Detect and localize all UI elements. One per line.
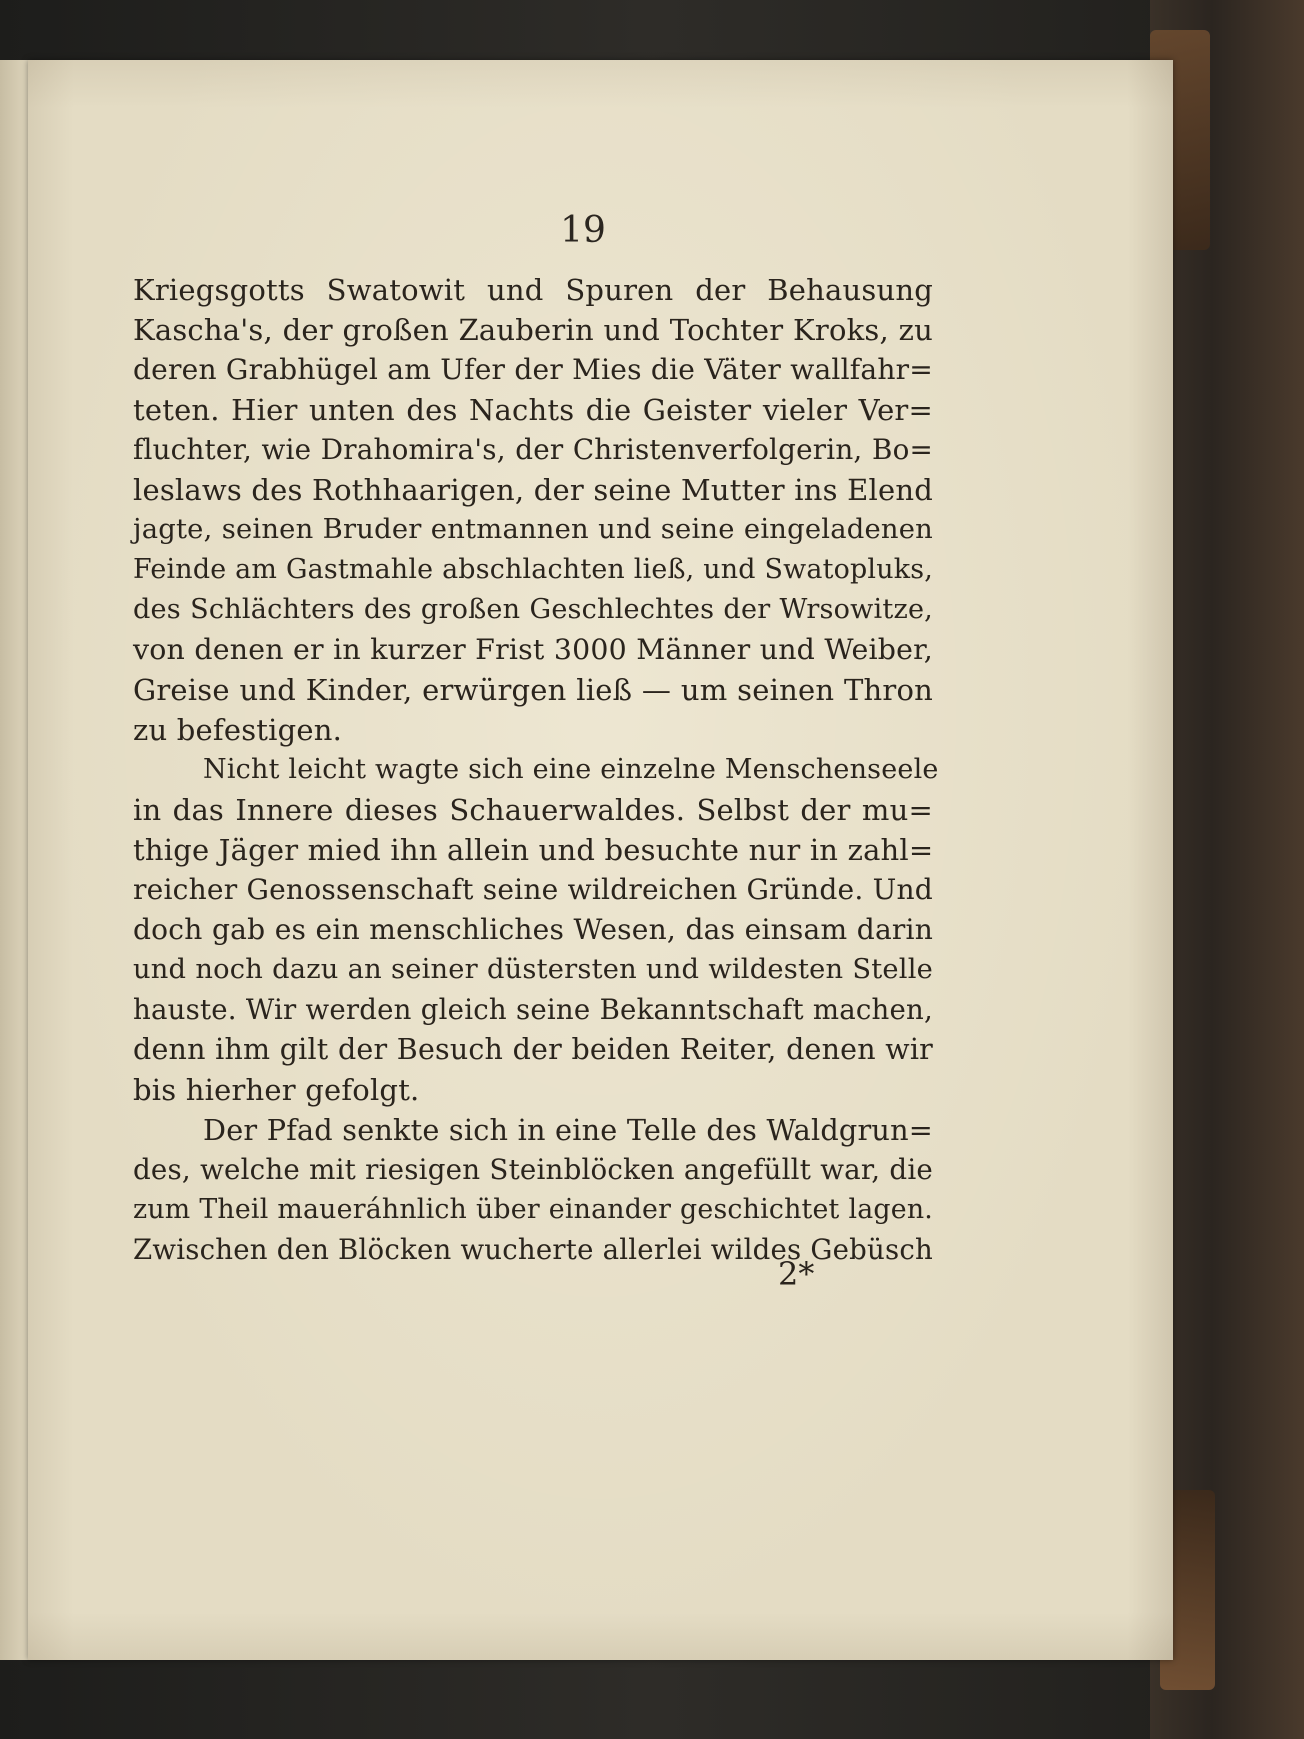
left-page-edge — [0, 60, 28, 1660]
text-line: fluchter, wie Drahomira's, der Christenverfolgerin, Bo= — [133, 433, 933, 466]
text-line: leslaws des Rothhaarigen, der seine Mutter ins Elend — [133, 473, 933, 507]
text-line: Zwischen den Blöcken wucherte allerlei wildes Gebüsch — [133, 1233, 933, 1266]
text-line: bis hierher gefolgt. — [133, 1073, 420, 1107]
text-line: deren Grabhügel am Ufer der Mies die Väter wallfahr= — [133, 353, 933, 386]
signature-mark: 2* — [778, 1255, 815, 1293]
text-line: des Schlächters des großen Geschlechtes der Wrsowitze, — [133, 594, 933, 625]
text-line: hauste. Wir werden gleich seine Bekanntschaft machen, — [133, 993, 933, 1026]
body-text — [133, 270, 939, 1270]
text-line: teten. Hier unten des Nachts die Geister vieler Ver= — [133, 393, 933, 427]
text-line: Kriegsgotts Swatowit und Spuren der Behausung — [133, 273, 933, 307]
text-line: Kascha's, der großen Zauberin und Tochter Kroks, zu — [133, 313, 933, 347]
book-page — [28, 60, 1173, 1660]
text-line: zu befestigen. — [133, 713, 343, 747]
page-number: 19 — [560, 210, 606, 251]
text-line: thige Jäger mied ihn allein und besuchte nur in zahl= — [133, 833, 934, 867]
text-line: doch gab es ein menschliches Wesen, das einsam darin — [133, 913, 933, 946]
text-line: Der Pfad senkte sich in eine Telle des Waldgrun= — [203, 1113, 933, 1147]
text-line: denn ihm gilt der Besuch der beiden Reiter, denen wir — [133, 1033, 933, 1066]
text-line: jagte, seinen Bruder entmannen und seine eingeladenen — [133, 514, 933, 545]
text-line: und noch dazu an seiner düstersten und wildesten Stelle — [133, 954, 933, 985]
book-cover — [1150, 0, 1304, 1739]
text-line: des, welche mit riesigen Steinblöcken angefüllt war, die — [133, 1153, 933, 1186]
text-line: Feinde am Gastmahle abschlachten ließ, und Swatopluks, — [133, 554, 933, 585]
text-line: von denen er in kurzer Frist 3000 Männer und Weiber, — [133, 633, 933, 666]
text-line: in das Innere dieses Schauerwaldes. Selbst der mu= — [133, 793, 933, 827]
text-line: Greise und Kinder, erwürgen ließ — um seinen Thron — [133, 673, 933, 707]
text-line: Nicht leicht wagte sich eine einzelne Menschenseele — [203, 754, 939, 785]
text-line: reicher Genossenschaft seine wildreichen Gründe. Und — [133, 873, 933, 906]
text-line: zum Theil maueráhnlich über einander geschichtet lagen. — [133, 1194, 933, 1225]
